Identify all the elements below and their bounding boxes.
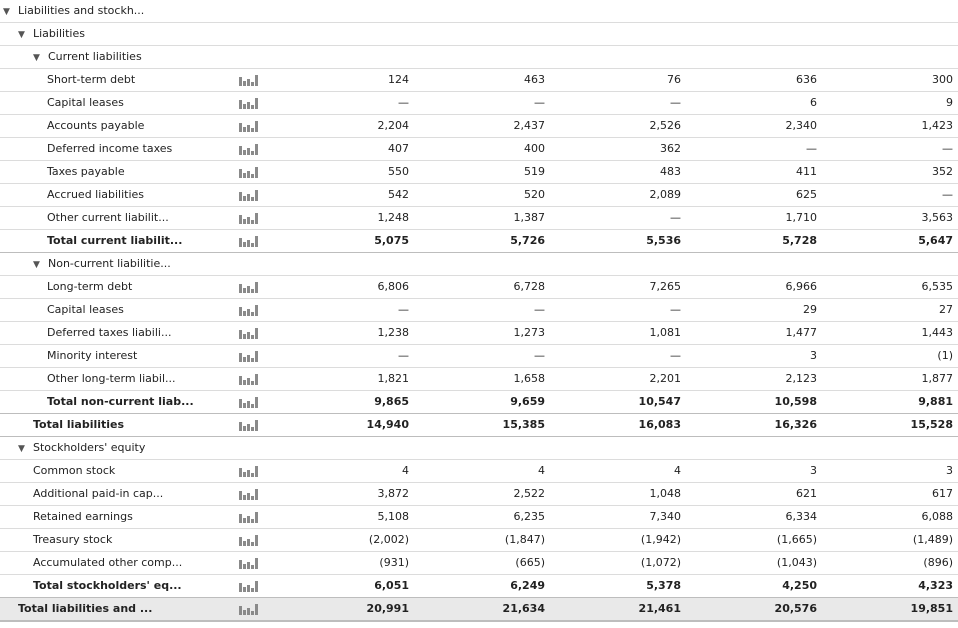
row-label-cell xyxy=(47,391,194,413)
row-label: Treasury stock xyxy=(33,533,113,546)
value-cell-c4: 636 xyxy=(796,73,817,86)
value-cell-c3: (1,072) xyxy=(640,556,681,569)
table-row xyxy=(0,276,958,299)
triangle-down-icon[interactable]: ▼ xyxy=(33,53,40,63)
value-cell-c2: 1,658 xyxy=(513,372,545,385)
value-cell-c1: — xyxy=(398,303,409,316)
value-cell-c2: — xyxy=(534,303,545,316)
row-label-cell[interactable] xyxy=(33,253,171,275)
table-row[interactable] xyxy=(0,437,958,460)
row-label: Total stockholders' eq... xyxy=(33,579,182,592)
value-cell-c1: — xyxy=(398,96,409,109)
row-label-cell xyxy=(47,69,135,91)
row-label: Long-term debt xyxy=(47,280,133,293)
value-cell-c4: 621 xyxy=(796,487,817,500)
value-cell-c2: 6,235 xyxy=(513,510,545,523)
row-label: Common stock xyxy=(33,464,116,477)
value-cell-c4: 6,334 xyxy=(785,510,817,523)
value-cell-c5: 1,443 xyxy=(921,326,953,339)
row-label: Non-current liabilitie... xyxy=(48,257,171,270)
value-cell-c3: 362 xyxy=(660,142,681,155)
value-cell-c5: — xyxy=(942,188,953,201)
row-label-cell xyxy=(47,299,124,321)
row-label: Total liabilities and ... xyxy=(18,602,153,615)
value-cell-c3: 76 xyxy=(667,73,681,86)
value-cell-c4: 2,340 xyxy=(785,119,817,132)
value-cell-c1: 14,940 xyxy=(366,418,409,431)
bar-chart-icon[interactable] xyxy=(239,603,261,615)
row-label: Accumulated other comp... xyxy=(33,556,183,569)
value-cell-c5: 5,647 xyxy=(918,234,953,247)
table-row xyxy=(0,322,958,345)
row-label-cell xyxy=(47,276,132,298)
value-cell-c3: (1,942) xyxy=(640,533,681,546)
value-cell-c2: 6,728 xyxy=(513,280,545,293)
table-row[interactable] xyxy=(0,23,958,46)
value-cell-c3: 21,461 xyxy=(638,602,681,615)
value-cell-c4: 411 xyxy=(796,165,817,178)
value-cell-c4: 29 xyxy=(803,303,817,316)
value-cell-c2: 400 xyxy=(524,142,545,155)
value-cell-c3: 483 xyxy=(660,165,681,178)
table-row xyxy=(0,115,958,138)
table-row xyxy=(0,92,958,115)
bar-chart-icon[interactable] xyxy=(239,396,261,408)
value-cell-c5: 300 xyxy=(932,73,953,86)
triangle-down-icon[interactable]: ▼ xyxy=(33,260,40,270)
value-cell-c2: 520 xyxy=(524,188,545,201)
row-label-cell xyxy=(47,138,172,160)
value-cell-c1: 550 xyxy=(388,165,409,178)
value-cell-c2: — xyxy=(534,96,545,109)
table-row xyxy=(0,184,958,207)
row-label-cell[interactable] xyxy=(18,437,145,459)
row-label-cell xyxy=(47,207,169,229)
value-cell-c5: — xyxy=(942,142,953,155)
triangle-down-icon[interactable]: ▼ xyxy=(3,7,10,17)
row-label-cell xyxy=(47,322,171,344)
table-row xyxy=(0,230,958,253)
row-label-cell[interactable] xyxy=(3,0,144,22)
value-cell-c1: — xyxy=(398,349,409,362)
row-label-cell[interactable] xyxy=(18,23,85,45)
bar-chart-icon[interactable] xyxy=(239,166,261,178)
value-cell-c3: 16,083 xyxy=(638,418,681,431)
bar-chart-icon[interactable] xyxy=(239,120,261,132)
value-cell-c3: 10,547 xyxy=(638,395,681,408)
value-cell-c5: 3 xyxy=(946,464,953,477)
row-label: Other long-term liabil... xyxy=(47,372,176,385)
value-cell-c1: 1,821 xyxy=(377,372,409,385)
table-row xyxy=(0,483,958,506)
value-cell-c4: 6,966 xyxy=(785,280,817,293)
value-cell-c4: 5,728 xyxy=(782,234,817,247)
value-cell-c4: — xyxy=(806,142,817,155)
value-cell-c5: 352 xyxy=(932,165,953,178)
value-cell-c3: — xyxy=(670,303,681,316)
table-row xyxy=(0,529,958,552)
bar-chart-icon[interactable] xyxy=(239,511,261,523)
value-cell-c2: 9,659 xyxy=(510,395,545,408)
value-cell-c5: 1,423 xyxy=(921,119,953,132)
row-label-cell xyxy=(47,161,125,183)
value-cell-c4: 6 xyxy=(810,96,817,109)
bar-chart-icon[interactable] xyxy=(239,143,261,155)
value-cell-c5: 9,881 xyxy=(918,395,953,408)
value-cell-c5: (896) xyxy=(923,556,953,569)
bar-chart-icon[interactable] xyxy=(239,534,261,546)
row-label: Minority interest xyxy=(47,349,138,362)
row-label: Additional paid-in cap... xyxy=(33,487,164,500)
bar-chart-icon[interactable] xyxy=(239,580,261,592)
value-cell-c4: 10,598 xyxy=(774,395,817,408)
table-row[interactable] xyxy=(0,46,958,69)
triangle-down-icon[interactable]: ▼ xyxy=(18,30,25,40)
table-row xyxy=(0,207,958,230)
table-row xyxy=(0,368,958,391)
value-cell-c2: 4 xyxy=(538,464,545,477)
value-cell-c4: 1,710 xyxy=(785,211,817,224)
value-cell-c4: 20,576 xyxy=(774,602,817,615)
value-cell-c3: — xyxy=(670,349,681,362)
row-label-cell xyxy=(33,414,124,436)
value-cell-c5: (1,489) xyxy=(912,533,953,546)
value-cell-c4: 16,326 xyxy=(774,418,817,431)
value-cell-c2: (1,847) xyxy=(504,533,545,546)
table-row xyxy=(0,391,958,414)
value-cell-c1: 6,051 xyxy=(374,579,409,592)
value-cell-c5: 3,563 xyxy=(921,211,953,224)
bar-chart-icon[interactable] xyxy=(239,488,261,500)
value-cell-c2: 21,634 xyxy=(502,602,545,615)
row-label-cell xyxy=(47,368,176,390)
row-label: Deferred taxes liabili... xyxy=(47,326,172,339)
table-row xyxy=(0,552,958,575)
value-cell-c1: 6,806 xyxy=(377,280,409,293)
triangle-down-icon[interactable]: ▼ xyxy=(18,444,25,454)
value-cell-c1: 2,204 xyxy=(377,119,409,132)
table-row xyxy=(0,598,958,622)
value-cell-c5: (1) xyxy=(937,349,953,362)
value-cell-c5: 1,877 xyxy=(921,372,953,385)
value-cell-c1: 9,865 xyxy=(374,395,409,408)
row-label: Total liabilities xyxy=(33,418,125,431)
row-label: Accounts payable xyxy=(47,119,145,132)
value-cell-c1: 407 xyxy=(388,142,409,155)
value-cell-c3: 7,340 xyxy=(649,510,681,523)
row-label-cell xyxy=(33,529,112,551)
value-cell-c3: 2,089 xyxy=(649,188,681,201)
value-cell-c2: — xyxy=(534,349,545,362)
bar-chart-icon[interactable] xyxy=(239,373,261,385)
value-cell-c2: 1,273 xyxy=(513,326,545,339)
row-label: Stockholders' equity xyxy=(33,441,146,454)
value-cell-c3: — xyxy=(670,96,681,109)
table-row xyxy=(0,299,958,322)
row-label: Liabilities xyxy=(33,27,85,40)
bar-chart-icon[interactable] xyxy=(239,189,261,201)
bar-chart-icon[interactable] xyxy=(239,465,261,477)
value-cell-c3: 5,536 xyxy=(646,234,681,247)
table-row xyxy=(0,575,958,598)
row-label: Other current liabilit... xyxy=(47,211,169,224)
row-label: Capital leases xyxy=(47,96,124,109)
value-cell-c2: (665) xyxy=(515,556,545,569)
value-cell-c5: 617 xyxy=(932,487,953,500)
value-cell-c1: 5,108 xyxy=(377,510,409,523)
bar-chart-icon[interactable] xyxy=(239,419,261,431)
row-label-cell xyxy=(47,92,124,114)
value-cell-c4: (1,665) xyxy=(776,533,817,546)
value-cell-c1: 542 xyxy=(388,188,409,201)
row-label-cell xyxy=(33,552,182,574)
table-row[interactable] xyxy=(0,253,958,276)
value-cell-c4: 3 xyxy=(810,349,817,362)
value-cell-c1: 1,248 xyxy=(377,211,409,224)
value-cell-c1: 4 xyxy=(402,464,409,477)
row-label-cell xyxy=(47,115,144,137)
value-cell-c3: 1,048 xyxy=(649,487,681,500)
value-cell-c4: 2,123 xyxy=(785,372,817,385)
bar-chart-icon[interactable] xyxy=(239,557,261,569)
bar-chart-icon[interactable] xyxy=(239,97,261,109)
bar-chart-icon[interactable] xyxy=(239,74,261,86)
bar-chart-icon[interactable] xyxy=(239,327,261,339)
bar-chart-icon[interactable] xyxy=(239,304,261,316)
row-label-cell xyxy=(47,184,144,206)
row-label-cell xyxy=(33,575,182,597)
row-label: Current liabilities xyxy=(48,50,142,63)
value-cell-c4: 1,477 xyxy=(785,326,817,339)
value-cell-c5: 6,088 xyxy=(921,510,953,523)
table-row xyxy=(0,345,958,368)
value-cell-c3: — xyxy=(670,211,681,224)
row-label: Accrued liabilities xyxy=(47,188,145,201)
value-cell-c4: 4,250 xyxy=(782,579,817,592)
value-cell-c5: 4,323 xyxy=(918,579,953,592)
value-cell-c1: 20,991 xyxy=(366,602,409,615)
bar-chart-icon[interactable] xyxy=(239,281,261,293)
table-row[interactable] xyxy=(0,0,958,23)
value-cell-c3: 7,265 xyxy=(649,280,681,293)
row-label-cell xyxy=(33,506,133,528)
value-cell-c2: 519 xyxy=(524,165,545,178)
value-cell-c2: 5,726 xyxy=(510,234,545,247)
value-cell-c2: 6,249 xyxy=(510,579,545,592)
row-label: Total current liabilit... xyxy=(47,234,183,247)
value-cell-c2: 2,437 xyxy=(513,119,545,132)
row-label: Capital leases xyxy=(47,303,124,316)
value-cell-c5: 15,528 xyxy=(910,418,953,431)
value-cell-c1: 5,075 xyxy=(374,234,409,247)
row-label: Short-term debt xyxy=(47,73,136,86)
value-cell-c1: (931) xyxy=(379,556,409,569)
row-label: Retained earnings xyxy=(33,510,133,523)
value-cell-c4: 625 xyxy=(796,188,817,201)
table-row xyxy=(0,506,958,529)
value-cell-c5: 27 xyxy=(939,303,953,316)
value-cell-c3: 4 xyxy=(674,464,681,477)
value-cell-c3: 2,526 xyxy=(649,119,681,132)
bar-chart-icon[interactable] xyxy=(239,212,261,224)
bar-chart-icon[interactable] xyxy=(239,350,261,362)
value-cell-c4: (1,043) xyxy=(776,556,817,569)
value-cell-c5: 19,851 xyxy=(910,602,953,615)
value-cell-c3: 2,201 xyxy=(649,372,681,385)
value-cell-c2: 463 xyxy=(524,73,545,86)
row-label-cell xyxy=(47,230,182,252)
value-cell-c1: (2,002) xyxy=(368,533,409,546)
value-cell-c2: 1,387 xyxy=(513,211,545,224)
table-row xyxy=(0,138,958,161)
value-cell-c1: 1,238 xyxy=(377,326,409,339)
row-label-cell[interactable] xyxy=(33,46,142,68)
row-label: Liabilities and stockh... xyxy=(18,4,145,17)
table-row xyxy=(0,414,958,437)
value-cell-c1: 124 xyxy=(388,73,409,86)
table-row xyxy=(0,69,958,92)
table-row xyxy=(0,161,958,184)
value-cell-c3: 1,081 xyxy=(649,326,681,339)
value-cell-c3: 5,378 xyxy=(646,579,681,592)
row-label: Total non-current liab... xyxy=(47,395,194,408)
bar-chart-icon[interactable] xyxy=(239,235,261,247)
row-label: Deferred income taxes xyxy=(47,142,173,155)
row-label: Taxes payable xyxy=(47,165,125,178)
row-label-cell xyxy=(47,345,137,367)
row-label-cell xyxy=(18,598,152,620)
value-cell-c1: 3,872 xyxy=(377,487,409,500)
value-cell-c2: 2,522 xyxy=(513,487,545,500)
value-cell-c2: 15,385 xyxy=(502,418,545,431)
value-cell-c5: 6,535 xyxy=(921,280,953,293)
row-label-cell xyxy=(33,460,115,482)
value-cell-c4: 3 xyxy=(810,464,817,477)
row-label-cell xyxy=(33,483,163,505)
table-row xyxy=(0,460,958,483)
value-cell-c5: 9 xyxy=(946,96,953,109)
